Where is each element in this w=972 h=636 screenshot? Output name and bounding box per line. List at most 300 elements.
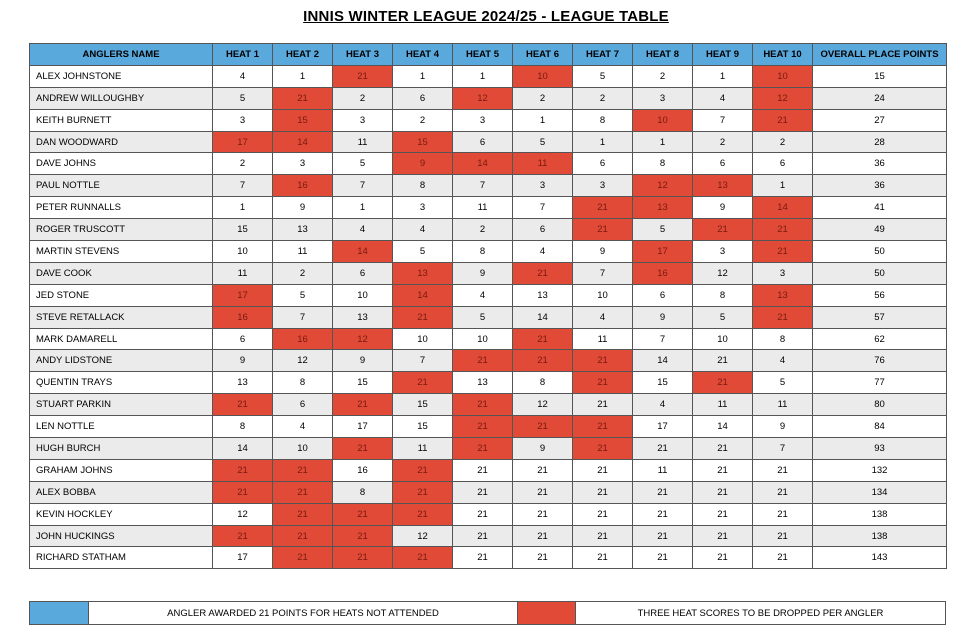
heat-score-cell: 3 (273, 153, 333, 175)
heat-score-cell: 8 (693, 284, 753, 306)
heat-score-cell: 1 (213, 197, 273, 219)
heat-score-cell: 11 (273, 241, 333, 263)
overall-points-cell: 24 (813, 87, 947, 109)
heat-score-cell: 10 (753, 65, 813, 87)
table-row (30, 328, 947, 350)
overall-points-cell: 56 (813, 284, 947, 306)
heat-score-cell: 10 (333, 284, 393, 306)
heat-score-cell: 12 (453, 87, 513, 109)
angler-name-cell: HUGH BURCH (30, 438, 213, 460)
overall-points-cell: 93 (813, 438, 947, 460)
heat-score-cell: 16 (273, 175, 333, 197)
heat-score-cell: 21 (333, 503, 393, 525)
overall-points-cell: 138 (813, 525, 947, 547)
heat-score-cell: 13 (213, 372, 273, 394)
heat-score-cell: 10 (693, 328, 753, 350)
heat-score-cell: 12 (693, 262, 753, 284)
column-header: HEAT 7 (573, 44, 633, 66)
heat-score-cell: 21 (753, 306, 813, 328)
heat-score-cell: 3 (453, 109, 513, 131)
heat-score-cell: 21 (453, 350, 513, 372)
column-header: HEAT 1 (213, 44, 273, 66)
heat-score-cell: 21 (753, 525, 813, 547)
overall-points-cell: 27 (813, 109, 947, 131)
heat-score-cell: 5 (453, 306, 513, 328)
table-row (30, 197, 947, 219)
heat-score-cell: 7 (693, 109, 753, 131)
heat-score-cell: 14 (633, 350, 693, 372)
heat-score-cell: 21 (273, 481, 333, 503)
heat-score-cell: 1 (333, 197, 393, 219)
heat-score-cell: 3 (573, 175, 633, 197)
heat-score-cell: 12 (633, 175, 693, 197)
heat-score-cell: 15 (633, 372, 693, 394)
table-body (30, 65, 947, 568)
heat-score-cell: 11 (693, 394, 753, 416)
heat-score-cell: 10 (453, 328, 513, 350)
heat-score-cell: 21 (213, 481, 273, 503)
heat-score-cell: 1 (633, 131, 693, 153)
heat-score-cell: 4 (573, 306, 633, 328)
heat-score-cell: 4 (273, 416, 333, 438)
overall-points-cell: 84 (813, 416, 947, 438)
heat-score-cell: 6 (213, 328, 273, 350)
heat-score-cell: 3 (633, 87, 693, 109)
angler-name-cell: QUENTIN TRAYS (30, 372, 213, 394)
heat-score-cell: 21 (573, 481, 633, 503)
heat-score-cell: 21 (273, 503, 333, 525)
heat-score-cell: 7 (213, 175, 273, 197)
heat-score-cell: 21 (753, 503, 813, 525)
table-row (30, 131, 947, 153)
heat-score-cell: 6 (693, 153, 753, 175)
heat-score-cell: 21 (333, 438, 393, 460)
angler-name-cell: ROGER TRUSCOTT (30, 219, 213, 241)
heat-score-cell: 16 (633, 262, 693, 284)
heat-score-cell: 17 (213, 547, 273, 569)
heat-score-cell: 21 (393, 372, 453, 394)
heat-score-cell: 15 (213, 219, 273, 241)
heat-score-cell: 21 (573, 503, 633, 525)
heat-score-cell: 21 (333, 394, 393, 416)
heat-score-cell: 17 (333, 416, 393, 438)
heat-score-cell: 15 (393, 416, 453, 438)
heat-score-cell: 6 (333, 262, 393, 284)
heat-score-cell: 21 (633, 547, 693, 569)
heat-score-cell: 10 (393, 328, 453, 350)
table-row (30, 219, 947, 241)
heat-score-cell: 2 (573, 87, 633, 109)
heat-score-cell: 21 (573, 459, 633, 481)
heat-score-cell: 21 (453, 438, 513, 460)
heat-score-cell: 4 (393, 219, 453, 241)
table-row (30, 438, 947, 460)
angler-name-cell: MARK DAMARELL (30, 328, 213, 350)
heat-score-cell: 21 (513, 503, 573, 525)
heat-score-cell: 4 (453, 284, 513, 306)
heat-score-cell: 2 (393, 109, 453, 131)
overall-points-cell: 41 (813, 197, 947, 219)
heat-score-cell: 21 (213, 525, 273, 547)
heat-score-cell: 4 (213, 65, 273, 87)
heat-score-cell: 21 (573, 219, 633, 241)
column-header: HEAT 9 (693, 44, 753, 66)
angler-name-cell: KEVIN HOCKLEY (30, 503, 213, 525)
heat-score-cell: 3 (513, 175, 573, 197)
heat-score-cell: 5 (393, 241, 453, 263)
heat-score-cell: 21 (393, 481, 453, 503)
angler-name-cell: PETER RUNNALLS (30, 197, 213, 219)
heat-score-cell: 2 (633, 65, 693, 87)
legend (29, 601, 946, 625)
heat-score-cell: 1 (693, 65, 753, 87)
heat-score-cell: 21 (393, 503, 453, 525)
heat-score-cell: 12 (333, 328, 393, 350)
table-row (30, 262, 947, 284)
heat-score-cell: 8 (273, 372, 333, 394)
heat-score-cell: 13 (453, 372, 513, 394)
heat-score-cell: 21 (453, 459, 513, 481)
heat-score-cell: 9 (693, 197, 753, 219)
table-header-row (30, 44, 947, 66)
heat-score-cell: 7 (573, 262, 633, 284)
angler-name-cell: KEITH BURNETT (30, 109, 213, 131)
heat-score-cell: 21 (213, 459, 273, 481)
heat-score-cell: 7 (453, 175, 513, 197)
heat-score-cell: 21 (273, 459, 333, 481)
overall-points-cell: 77 (813, 372, 947, 394)
heat-score-cell: 11 (513, 153, 573, 175)
angler-name-cell: PAUL NOTTLE (30, 175, 213, 197)
table-row (30, 153, 947, 175)
heat-score-cell: 6 (273, 394, 333, 416)
overall-points-cell: 28 (813, 131, 947, 153)
heat-score-cell: 4 (753, 350, 813, 372)
heat-score-cell: 2 (273, 262, 333, 284)
heat-score-cell: 13 (693, 175, 753, 197)
heat-score-cell: 2 (453, 219, 513, 241)
overall-points-cell: 36 (813, 175, 947, 197)
heat-score-cell: 21 (573, 525, 633, 547)
heat-score-cell: 6 (573, 153, 633, 175)
angler-name-cell: ALEX BOBBA (30, 481, 213, 503)
column-header: HEAT 8 (633, 44, 693, 66)
heat-score-cell: 10 (573, 284, 633, 306)
angler-name-cell: MARTIN STEVENS (30, 241, 213, 263)
heat-score-cell: 1 (573, 131, 633, 153)
angler-name-cell: STEVE RETALLACK (30, 306, 213, 328)
heat-score-cell: 21 (513, 262, 573, 284)
heat-score-cell: 21 (453, 481, 513, 503)
page-title: INNIS WINTER LEAGUE 2024/25 - LEAGUE TABLE (303, 8, 669, 25)
heat-score-cell: 7 (753, 438, 813, 460)
heat-score-cell: 21 (693, 481, 753, 503)
table-row (30, 241, 947, 263)
heat-score-cell: 15 (333, 372, 393, 394)
heat-score-cell: 8 (753, 328, 813, 350)
heat-score-cell: 9 (573, 241, 633, 263)
heat-score-cell: 11 (633, 459, 693, 481)
heat-score-cell: 7 (333, 175, 393, 197)
heat-score-cell: 3 (213, 109, 273, 131)
heat-score-cell: 21 (453, 525, 513, 547)
heat-score-cell: 13 (393, 262, 453, 284)
table-row (30, 306, 947, 328)
heat-score-cell: 21 (573, 350, 633, 372)
heat-score-cell: 6 (453, 131, 513, 153)
heat-score-cell: 10 (513, 65, 573, 87)
heat-score-cell: 21 (513, 459, 573, 481)
heat-score-cell: 21 (273, 87, 333, 109)
heat-score-cell: 2 (513, 87, 573, 109)
heat-score-cell: 8 (393, 175, 453, 197)
heat-score-cell: 17 (213, 284, 273, 306)
column-header: HEAT 10 (753, 44, 813, 66)
heat-score-cell: 11 (213, 262, 273, 284)
heat-score-cell: 6 (393, 87, 453, 109)
heat-score-cell: 14 (693, 416, 753, 438)
heat-score-cell: 12 (513, 394, 573, 416)
heat-score-cell: 14 (333, 241, 393, 263)
heat-score-cell: 5 (753, 372, 813, 394)
heat-score-cell: 21 (753, 241, 813, 263)
overall-points-cell: 49 (813, 219, 947, 241)
heat-score-cell: 11 (333, 131, 393, 153)
heat-score-cell: 21 (573, 416, 633, 438)
legend-dropped-label: THREE HEAT SCORES TO BE DROPPED PER ANGLER (637, 607, 884, 619)
heat-score-cell: 6 (633, 284, 693, 306)
heat-score-cell: 9 (753, 416, 813, 438)
heat-score-cell: 13 (513, 284, 573, 306)
heat-score-cell: 8 (453, 241, 513, 263)
heat-score-cell: 12 (213, 503, 273, 525)
heat-score-cell: 5 (333, 153, 393, 175)
heat-score-cell: 21 (573, 438, 633, 460)
table-row (30, 65, 947, 87)
heat-score-cell: 9 (213, 350, 273, 372)
column-header: HEAT 4 (393, 44, 453, 66)
heat-score-cell: 21 (753, 481, 813, 503)
heat-score-cell: 21 (753, 219, 813, 241)
heat-score-cell: 1 (453, 65, 513, 87)
column-header: HEAT 5 (453, 44, 513, 66)
column-header: HEAT 2 (273, 44, 333, 66)
overall-points-cell: 134 (813, 481, 947, 503)
overall-points-cell: 76 (813, 350, 947, 372)
heat-score-cell: 14 (513, 306, 573, 328)
heat-score-cell: 21 (333, 65, 393, 87)
heat-score-cell: 15 (273, 109, 333, 131)
heat-score-cell: 5 (693, 306, 753, 328)
angler-name-cell: LEN NOTTLE (30, 416, 213, 438)
heat-score-cell: 21 (693, 219, 753, 241)
heat-score-cell: 3 (333, 109, 393, 131)
league-table (29, 43, 947, 569)
overall-points-cell: 57 (813, 306, 947, 328)
heat-score-cell: 21 (633, 438, 693, 460)
legend-dropped-swatch (518, 602, 576, 624)
heat-score-cell: 9 (393, 153, 453, 175)
heat-score-cell: 2 (753, 131, 813, 153)
heat-score-cell: 1 (753, 175, 813, 197)
heat-score-cell: 11 (453, 197, 513, 219)
heat-score-cell: 4 (633, 394, 693, 416)
heat-score-cell: 11 (753, 394, 813, 416)
heat-score-cell: 17 (633, 416, 693, 438)
heat-score-cell: 4 (333, 219, 393, 241)
overall-points-cell: 132 (813, 459, 947, 481)
angler-name-cell: JED STONE (30, 284, 213, 306)
heat-score-cell: 21 (513, 328, 573, 350)
heat-score-cell: 21 (693, 438, 753, 460)
heat-score-cell: 21 (513, 547, 573, 569)
heat-score-cell: 21 (693, 372, 753, 394)
legend-absent-label: ANGLER AWARDED 21 POINTS FOR HEATS NOT ATTENDED (89, 602, 518, 624)
column-header: OVERALL PLACE POINTS (813, 44, 947, 66)
heat-score-cell: 16 (333, 459, 393, 481)
heat-score-cell: 5 (213, 87, 273, 109)
heat-score-cell: 15 (393, 394, 453, 416)
heat-score-cell: 17 (213, 131, 273, 153)
heat-score-cell: 7 (633, 328, 693, 350)
angler-name-cell: STUART PARKIN (30, 394, 213, 416)
heat-score-cell: 21 (453, 394, 513, 416)
heat-score-cell: 21 (453, 503, 513, 525)
heat-score-cell: 21 (573, 197, 633, 219)
angler-name-cell: ALEX JOHNSTONE (30, 65, 213, 87)
table-row (30, 350, 947, 372)
heat-score-cell: 21 (273, 525, 333, 547)
table-row (30, 394, 947, 416)
overall-points-cell: 143 (813, 547, 947, 569)
table-row (30, 416, 947, 438)
heat-score-cell: 9 (273, 197, 333, 219)
angler-name-cell: RICHARD STATHAM (30, 547, 213, 569)
angler-name-cell: ANDREW WILLOUGHBY (30, 87, 213, 109)
heat-score-cell: 8 (333, 481, 393, 503)
heat-score-cell: 21 (393, 459, 453, 481)
column-header: ANGLERS NAME (30, 44, 213, 66)
heat-score-cell: 14 (753, 197, 813, 219)
heat-score-cell: 5 (513, 131, 573, 153)
table-row (30, 547, 947, 569)
heat-score-cell: 10 (213, 241, 273, 263)
table-row (30, 525, 947, 547)
table-row (30, 503, 947, 525)
heat-score-cell: 21 (633, 503, 693, 525)
heat-score-cell: 21 (453, 416, 513, 438)
heat-score-cell: 1 (273, 65, 333, 87)
heat-score-cell: 7 (393, 350, 453, 372)
heat-score-cell: 6 (513, 219, 573, 241)
heat-score-cell: 21 (693, 547, 753, 569)
heat-score-cell: 21 (693, 525, 753, 547)
heat-score-cell: 21 (453, 547, 513, 569)
heat-score-cell: 14 (213, 438, 273, 460)
heat-score-cell: 21 (693, 350, 753, 372)
heat-score-cell: 12 (273, 350, 333, 372)
column-header: HEAT 3 (333, 44, 393, 66)
heat-score-cell: 21 (693, 503, 753, 525)
heat-score-cell: 11 (393, 438, 453, 460)
heat-score-cell: 7 (273, 306, 333, 328)
heat-score-cell: 21 (693, 459, 753, 481)
table-row (30, 109, 947, 131)
heat-score-cell: 4 (693, 87, 753, 109)
heat-score-cell: 1 (393, 65, 453, 87)
heat-score-cell: 14 (453, 153, 513, 175)
heat-score-cell: 17 (633, 241, 693, 263)
heat-score-cell: 5 (633, 219, 693, 241)
table-row (30, 175, 947, 197)
heat-score-cell: 8 (573, 109, 633, 131)
heat-score-cell: 4 (513, 241, 573, 263)
overall-points-cell: 36 (813, 153, 947, 175)
heat-score-cell: 2 (693, 131, 753, 153)
heat-score-cell: 5 (273, 284, 333, 306)
heat-score-cell: 11 (573, 328, 633, 350)
heat-score-cell: 9 (513, 438, 573, 460)
heat-score-cell: 21 (573, 372, 633, 394)
heat-score-cell: 13 (753, 284, 813, 306)
heat-score-cell: 5 (573, 65, 633, 87)
angler-name-cell: DAVE COOK (30, 262, 213, 284)
heat-score-cell: 21 (573, 547, 633, 569)
heat-score-cell: 13 (273, 219, 333, 241)
heat-score-cell: 2 (213, 153, 273, 175)
heat-score-cell: 10 (633, 109, 693, 131)
table-row (30, 372, 947, 394)
overall-points-cell: 15 (813, 65, 947, 87)
heat-score-cell: 12 (393, 525, 453, 547)
heat-score-cell: 21 (513, 416, 573, 438)
heat-score-cell: 3 (393, 197, 453, 219)
heat-score-cell: 10 (273, 438, 333, 460)
angler-name-cell: ANDY LIDSTONE (30, 350, 213, 372)
heat-score-cell: 2 (333, 87, 393, 109)
overall-points-cell: 50 (813, 262, 947, 284)
overall-points-cell: 62 (813, 328, 947, 350)
heat-score-cell: 21 (393, 547, 453, 569)
heat-score-cell: 3 (753, 262, 813, 284)
heat-score-cell: 13 (333, 306, 393, 328)
angler-name-cell: DAVE JOHNS (30, 153, 213, 175)
heat-score-cell: 1 (513, 109, 573, 131)
angler-name-cell: DAN WOODWARD (30, 131, 213, 153)
heat-score-cell: 21 (393, 306, 453, 328)
heat-score-cell: 14 (273, 131, 333, 153)
heat-score-cell: 16 (213, 306, 273, 328)
heat-score-cell: 21 (753, 547, 813, 569)
heat-score-cell: 21 (273, 547, 333, 569)
heat-score-cell: 12 (753, 87, 813, 109)
heat-score-cell: 21 (513, 525, 573, 547)
heat-score-cell: 8 (513, 372, 573, 394)
heat-score-cell: 21 (513, 350, 573, 372)
table-row (30, 284, 947, 306)
heat-score-cell: 6 (753, 153, 813, 175)
heat-score-cell: 21 (753, 459, 813, 481)
heat-score-cell: 21 (753, 109, 813, 131)
table-row (30, 459, 947, 481)
heat-score-cell: 15 (393, 131, 453, 153)
heat-score-cell: 21 (573, 394, 633, 416)
overall-points-cell: 138 (813, 503, 947, 525)
heat-score-cell: 21 (633, 481, 693, 503)
heat-score-cell: 13 (633, 197, 693, 219)
heat-score-cell: 14 (393, 284, 453, 306)
heat-score-cell: 7 (513, 197, 573, 219)
